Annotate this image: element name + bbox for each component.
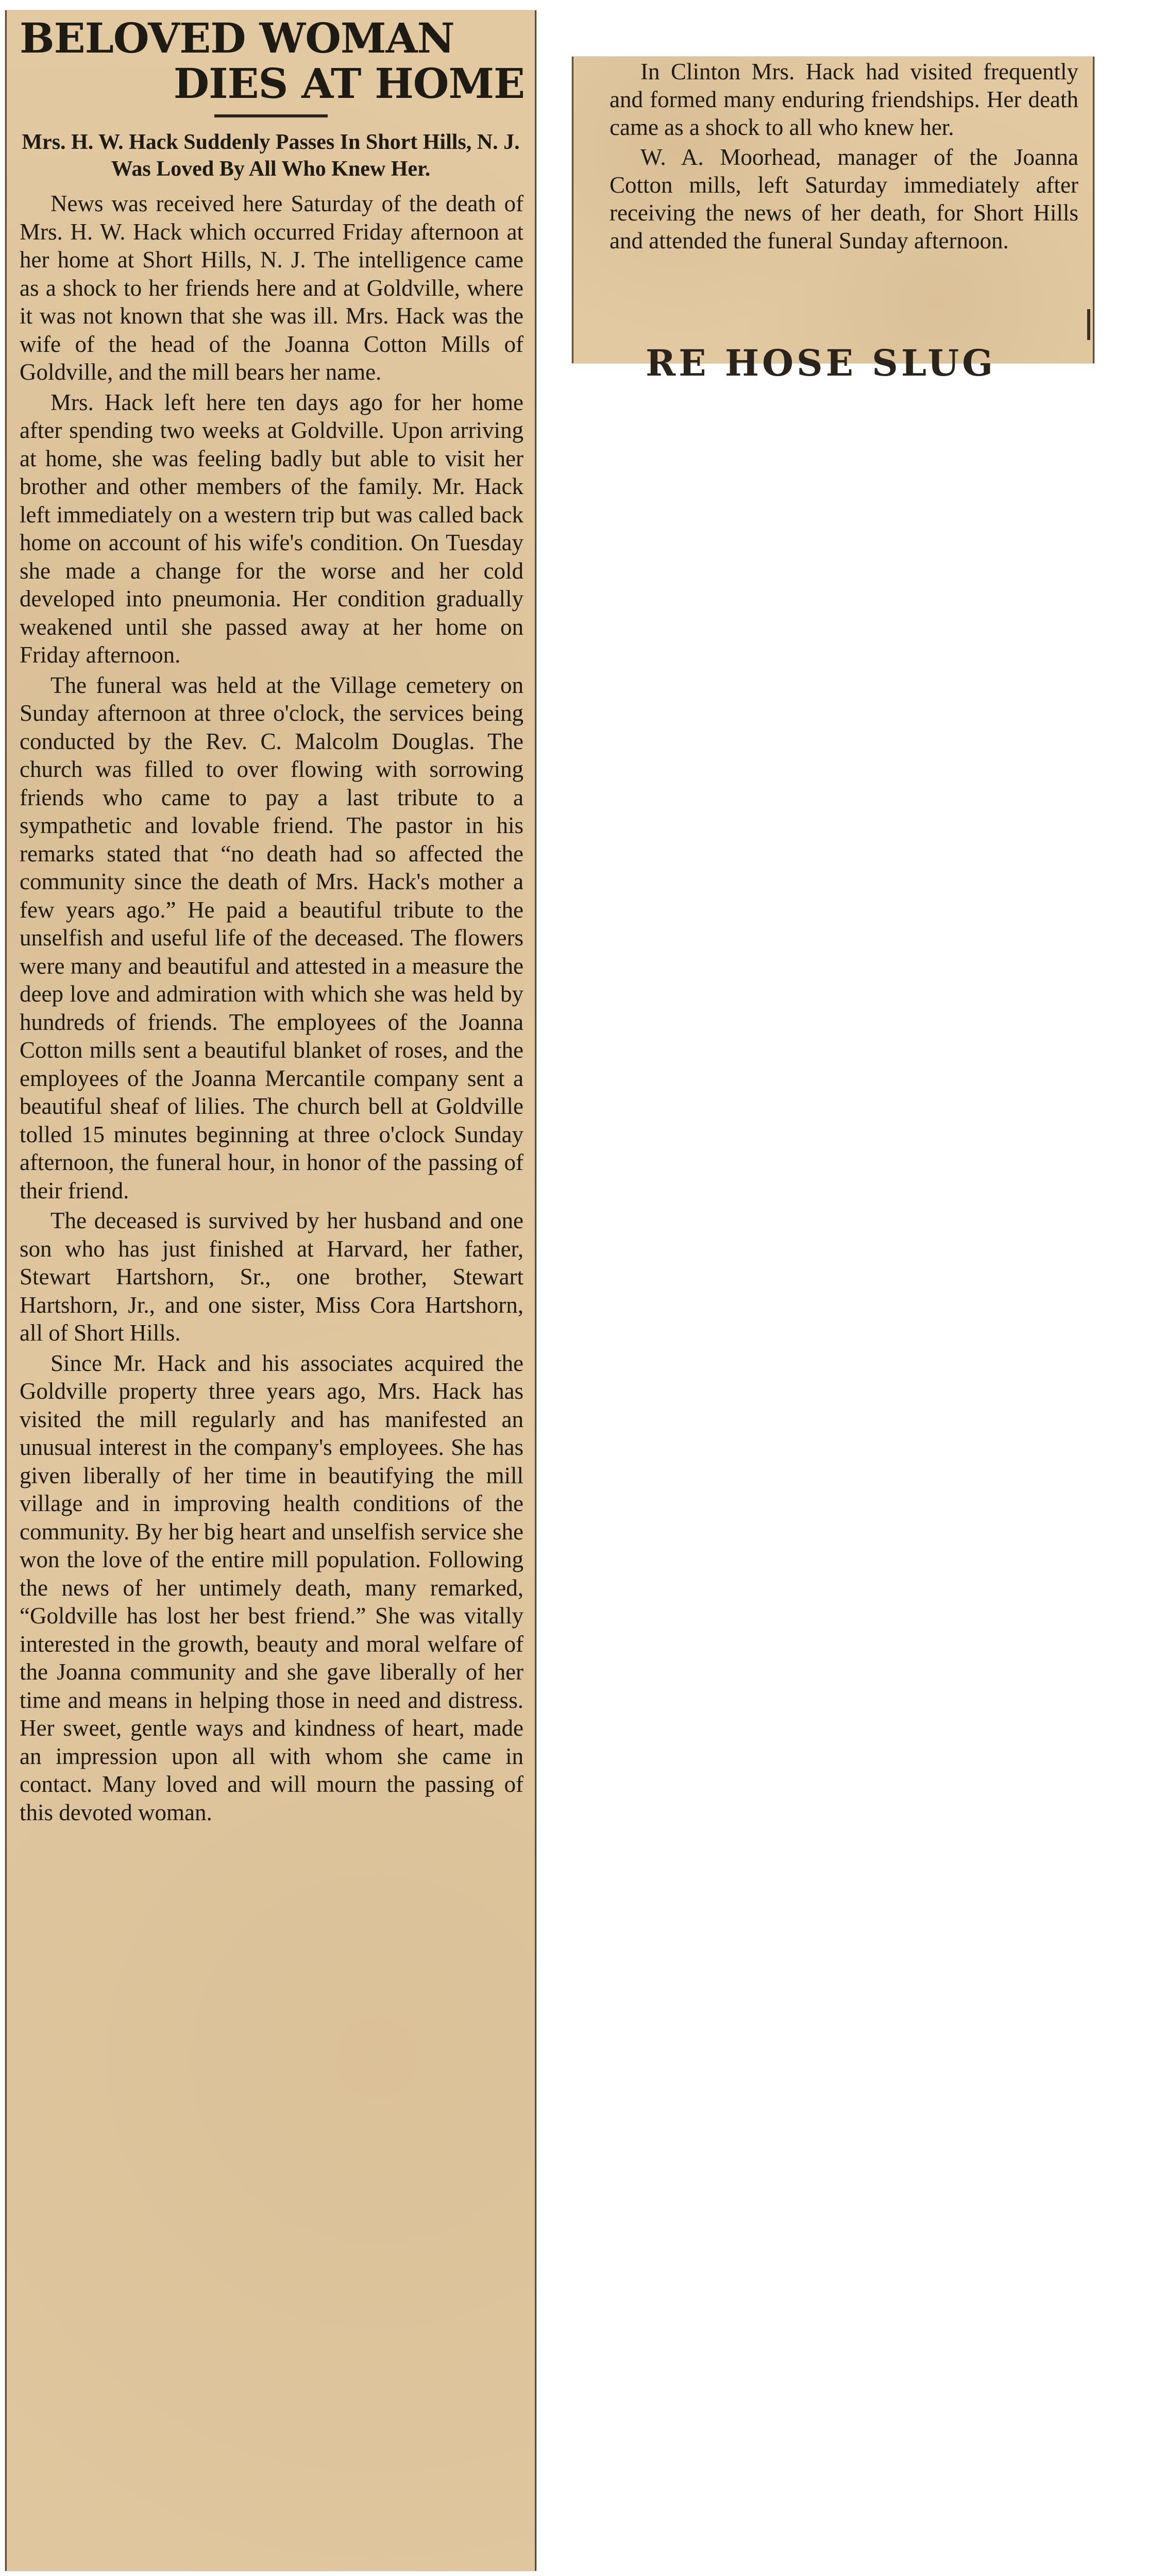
article-paragraph: Mrs. Hack left here ten days ago for her home after spending two weeks at Goldville. Upon arriving at home, she was feeling badly but able to visit her brother and other members of the family. Mr. Hack left immediately on a western trip but was called back home on account of his wife's condition. On Tuesday she made a change for the worse and her cold developed into pneumonia. Her condition gradually weakened until she passed away at her home on Friday afternoon. xyxy=(20,389,523,668)
headline-line-2: DIES AT HOME xyxy=(173,59,525,108)
article-paragraph: The deceased is survived by her husband and one son who has just finished at Harvard, her father, Stewart Hartshorn, Sr., one brother, Stewart Hartshorn, Jr., and one sister, Miss Cora Hartshorn, all of Short Hills. xyxy=(20,1208,523,1346)
article-body xyxy=(7,190,535,1826)
continuation-paragraph: In Clinton Mrs. Hack had visited frequently and formed many enduring friendships. Her death came as a shock to all who knew her. xyxy=(610,59,1078,140)
subheadline: Mrs. H. W. Hack Suddenly Passes In Short Hills, N. J. Was Loved By All Who Knew Her. xyxy=(22,130,520,181)
continuation-clipping xyxy=(572,57,1094,384)
main-article-clipping xyxy=(5,10,536,2571)
headline-line-1: BELOVED WOMAN xyxy=(20,14,454,62)
continuation-body xyxy=(573,57,1093,255)
article-paragraph: News was received here Saturday of the death of Mrs. H. W. Hack which occurred Friday afternoon at her home at Short Hills, N. J. The intelligence came as a shock to her friends here and at Goldville, where it was not known that she was ill. Mrs. Hack was the wife of the head of the Joanna Cotton Mills of Goldville, and the mill bears her name. xyxy=(20,191,523,385)
article-paragraph: The funeral was held at the Village cemetery on Sunday afternoon at three o'clock, the services being conducted by the Rev. C. Malcolm Douglas. The church was filled to over flowing with sorrowing friends who came to pay a last tribute to a sympathetic and lovable friend. The pastor in his remarks stated that “no death had so affected the community since the death of Mrs. Hack's mother a few years ago.” He paid a beautiful tribute to the unselfish and useful life of the deceased. The flowers were many and beautiful and attested in a measure the deep love and admiration with which she was held by hundreds of friends. The employees of the Joanna Cotton mills sent a beautiful blanket of roses, and the employees of the Joanna Mercantile company sent a beautiful sheaf of lilies. The church bell at Goldville tolled 15 minutes beginning at three o'clock Sunday afternoon, the funeral hour, in honor of the passing of their friend. xyxy=(20,672,523,1204)
continuation-paragraph: W. A. Moorhead, manager of the Joanna Cotton mills, left Saturday immediately after receiving the news of her death, for Short Hills and attended the funeral Sunday afternoon. xyxy=(610,144,1078,253)
cut-off-headline: RE HOSE SLUG xyxy=(646,342,996,384)
column-edge-mark xyxy=(1087,309,1090,340)
headline-rule xyxy=(214,114,328,117)
article-paragraph: Since Mr. Hack and his associates acquired the Goldville property three years ago, Mrs. Hack has visited the mill regularly and has manifested an unusual interest in the company's employees. She has given liberally of her time in beautifying the mill village and in improving health conditions of the community. By her big heart and unselfish service she won the love of the entire mill population. Following the news of her untimely death, many remarked, “Goldville has lost her best friend.” She was vitally interested in the growth, beauty and moral welfare of the Joanna community and she gave liberally of her time and means in helping those in need and distress. Her sweet, gentle ways and kindness of heart, made an impression upon all with whom she came in contact. Many loved and will mourn the passing of this devoted woman. xyxy=(20,1350,523,1825)
